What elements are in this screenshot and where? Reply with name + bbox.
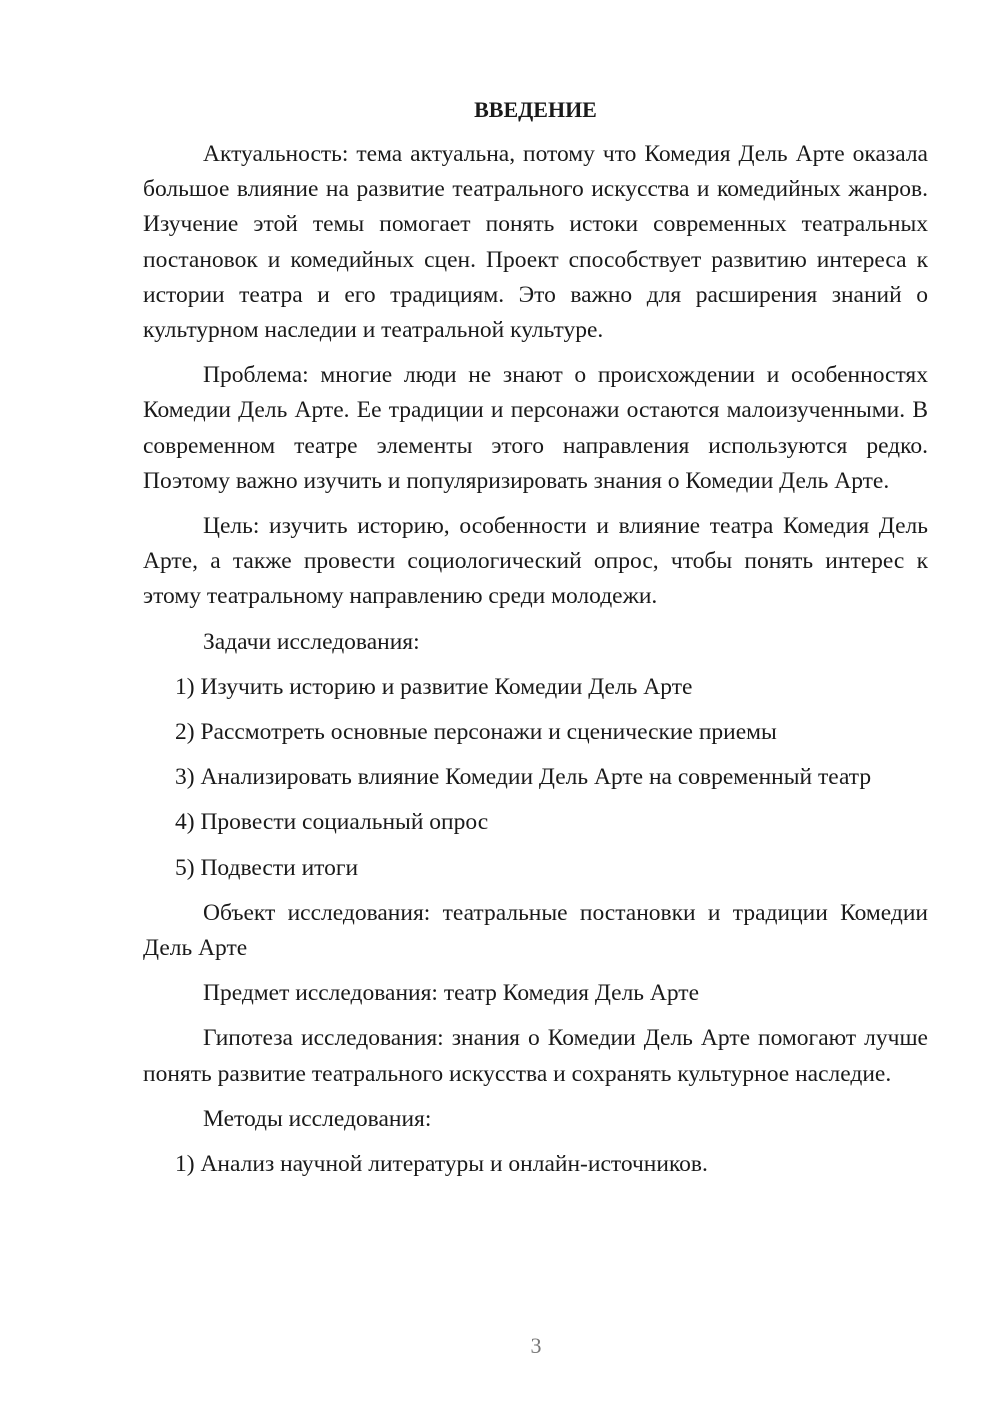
- problem-paragraph: Проблема: многие люди не знают о происхождении и особенностях Комедии Дель Арте. Ее традиции и персонажи остаются малоизученными. В современном театре элементы этого направления используются редко. Поэтому важно изучить и популяризировать знания о Комедии Дель Арте.: [143, 362, 928, 494]
- task-item: 1) Изучить историю и развитие Комедии Дель Арте: [175, 673, 693, 700]
- relevance-paragraph: Актуальность: тема актуальна, потому что Комедия Дель Арте оказала большое влияние на развитие театрального искусства и комедийных жанров. Изучение этой темы помогает понять истоки современных театральных постановок и комедийных сцен. Проект способствует развитию интереса к истории театра и его традициям. Это важно для расширения знаний о культурном наследии и театральной культуре.: [143, 141, 928, 344]
- hypothesis-paragraph: Гипотеза исследования: знания о Комедии Дель Арте помогают лучше понять развитие театрального искусства и сохранять культурное наследие.: [143, 1025, 928, 1087]
- tasks-heading: Задачи исследования:: [203, 628, 420, 655]
- page-title: ВВЕДЕНИЕ: [474, 97, 597, 122]
- task-item: 4) Провести социальный опрос: [175, 809, 489, 836]
- task-item: 5) Подвести итоги: [175, 854, 359, 881]
- methods-heading: Методы исследования:: [203, 1105, 432, 1132]
- method-item: 1) Анализ научной литературы и онлайн-источников.: [175, 1151, 708, 1178]
- task-item: 2) Рассмотреть основные персонажи и сценические приемы: [175, 719, 777, 746]
- task-item: 3) Анализировать влияние Комедии Дель Арте на современный театр: [175, 764, 872, 791]
- goal-paragraph: Цель: изучить историю, особенности и влияние театра Комедия Дель Арте, а также провести социологический опрос, чтобы понять интерес к этому театральному направлению среди молодежи.: [143, 513, 928, 610]
- subject-paragraph: Предмет исследования: театр Комедия Дель Арте: [203, 980, 700, 1007]
- page-number: 3: [530, 1333, 542, 1358]
- object-paragraph: Объект исследования: театральные постановки и традиции Комедии Дель Арте: [143, 899, 928, 962]
- page-content: [143, 92, 928, 1192]
